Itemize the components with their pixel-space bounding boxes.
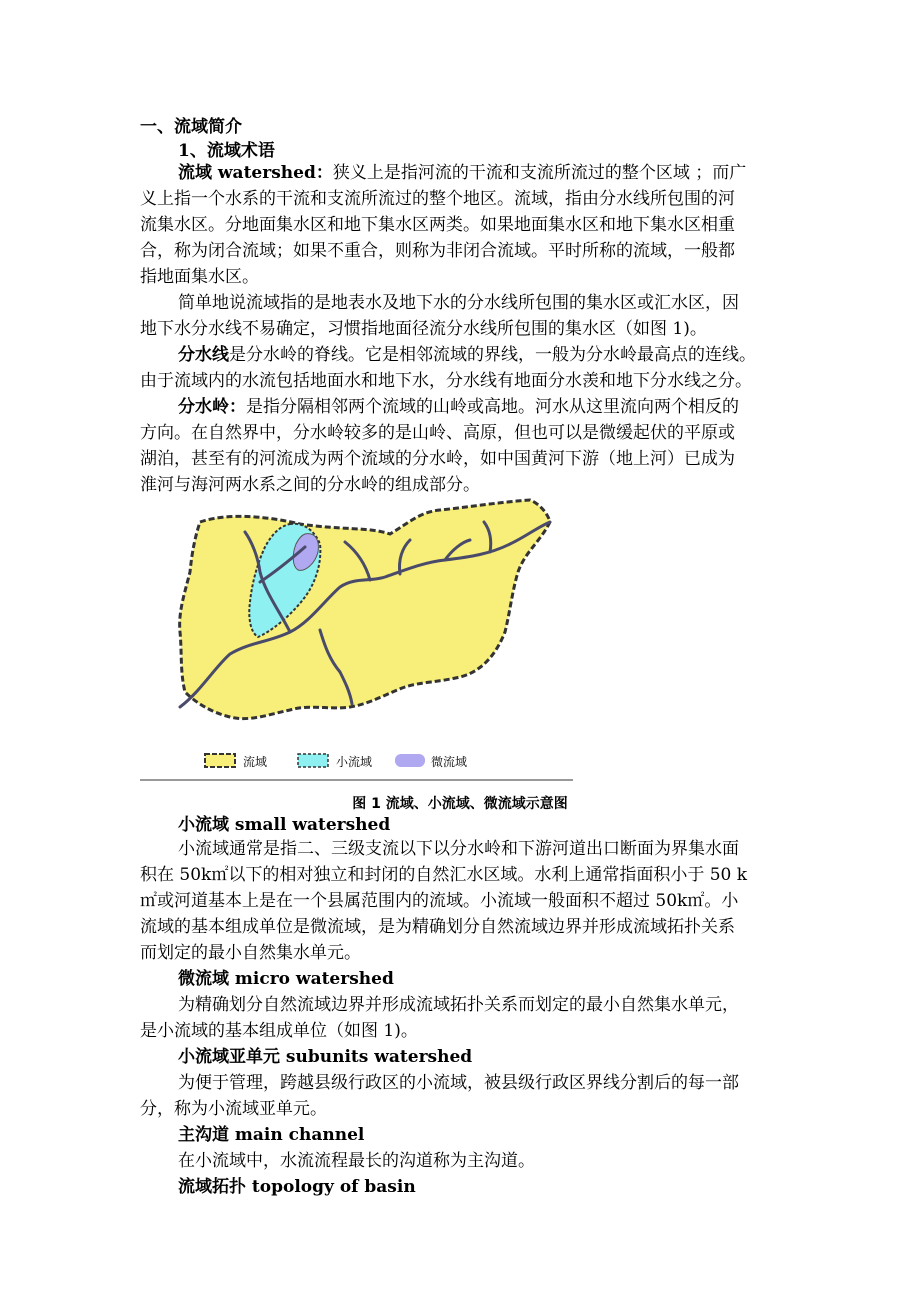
legend [205, 754, 467, 769]
subunits-line1: 为便于管理，跨越县级行政区的小流域，被县级行政区界线分割后的每一部 [178, 1073, 739, 1093]
micro-watershed-heading: 微流域 micro watershed [178, 969, 394, 989]
para1-line4: 合，称为闭合流域；如果不重合，则称为非闭合流域。平时所称的流域，一般都 [140, 241, 735, 261]
main-channel-line1: 在小流域中，水流流程最长的沟道称为主沟道。 [178, 1151, 535, 1171]
small-watershed-heading: 小流域 small watershed [178, 815, 391, 835]
legend-label-small: 小流域 [336, 755, 373, 769]
legend-swatch-micro [395, 754, 425, 767]
term-divide-ridge: 分水岭： [178, 397, 246, 417]
small-line3: ㎡或河道基本上是在一个县属范围内的流域。小流域一般面积不超过 50k㎡。小 [140, 891, 739, 911]
main-channel-heading: 主沟道 main channel [178, 1125, 365, 1145]
para3-text: 是分水岭的脊线。它是相邻流域的界线，一般为分水岭最高点的连线。 [229, 345, 756, 365]
para1-line5: 指地面集水区。 [140, 267, 259, 287]
term-divide-line: 分水线 [178, 345, 229, 365]
para2-line1: 简单地说流域指的是地表水及地下水的分水线所包围的集水区或汇水区，因 [178, 293, 739, 313]
subheading: 1、流域术语 [178, 141, 275, 161]
para4-line2: 方向。在自然界中，分水岭较多的是山岭、高原，但也可以是微缓起伏的平原或 [140, 423, 735, 443]
legend-swatch-watershed [205, 754, 235, 767]
legend-label-micro: 微流域 [431, 755, 468, 769]
watershed-area [180, 500, 550, 719]
legend-label-watershed: 流域 [243, 755, 268, 769]
small-line4: 流域的基本组成单位是微流域，是为精确划分自然流域边界并形成流域拓扑关系 [140, 917, 735, 937]
para1-text: 狭义上是指河流的干流和支流所流过的整个区域 ；而广 [332, 163, 747, 183]
para3-line2: 由于流域内的水流包括地面水和地下水，分水线有地面分水羡和地下分水线之分。 [140, 371, 752, 391]
watershed-figure [140, 482, 573, 782]
topology-heading: 流域拓扑 topology of basin [178, 1177, 416, 1197]
para1-line3: 流集水区。分地面集水区和地下集水区两类。如果地面集水区和地下集水区相重 [140, 215, 735, 235]
small-line5: 而划定的最小自然集水单元。 [140, 943, 361, 963]
para3-line1 [178, 342, 756, 368]
watershed-diagram [140, 482, 573, 782]
section-heading: 一、流域简介 [140, 117, 242, 137]
subunits-heading: 小流域亚单元 subunits watershed [178, 1047, 473, 1067]
para1-line1 [178, 160, 746, 186]
figure-caption: 图 1 流域、小流域、微流域示意图 [352, 796, 568, 812]
para2-line2: 地下水分水线不易确定，习惯指地面径流分水线所包围的集水区（如图 1)。 [140, 319, 707, 339]
para1-line2: 义上指一个水系的干流和支流所流过的整个地区。流域，指由分水线所包围的河 [140, 189, 735, 209]
subunits-line2: 分，称为小流域亚单元。 [140, 1099, 327, 1119]
micro-line1: 为精确划分自然流域边界并形成流域拓扑关系而划定的最小自然集水单元， [178, 995, 739, 1015]
term-watershed: 流域 watershed： [178, 163, 333, 183]
para4-text: 是指分隔相邻两个流域的山岭或高地。河水从这里流向两个相反的 [246, 397, 739, 417]
legend-swatch-small [298, 754, 328, 767]
small-line2: 积在 50k㎡以下的相对独立和封闭的自然汇水区域。水利上通常指面积小于 50 k [140, 865, 748, 885]
small-line1: 小流域通常是指二、三级支流以下以分水岭和下游河道出口断面为界集水面 [178, 839, 739, 859]
para4-line1 [178, 394, 739, 420]
micro-line2: 是小流域的基本组成单位（如图 1)。 [140, 1021, 418, 1041]
para4-line3: 湖泊，甚至有的河流成为两个流域的分水岭，如中国黄河下游（地上河）已成为 [140, 449, 735, 469]
para4-line4: 淮河与海河两水系之间的分水岭的组成部分。 [140, 475, 480, 495]
